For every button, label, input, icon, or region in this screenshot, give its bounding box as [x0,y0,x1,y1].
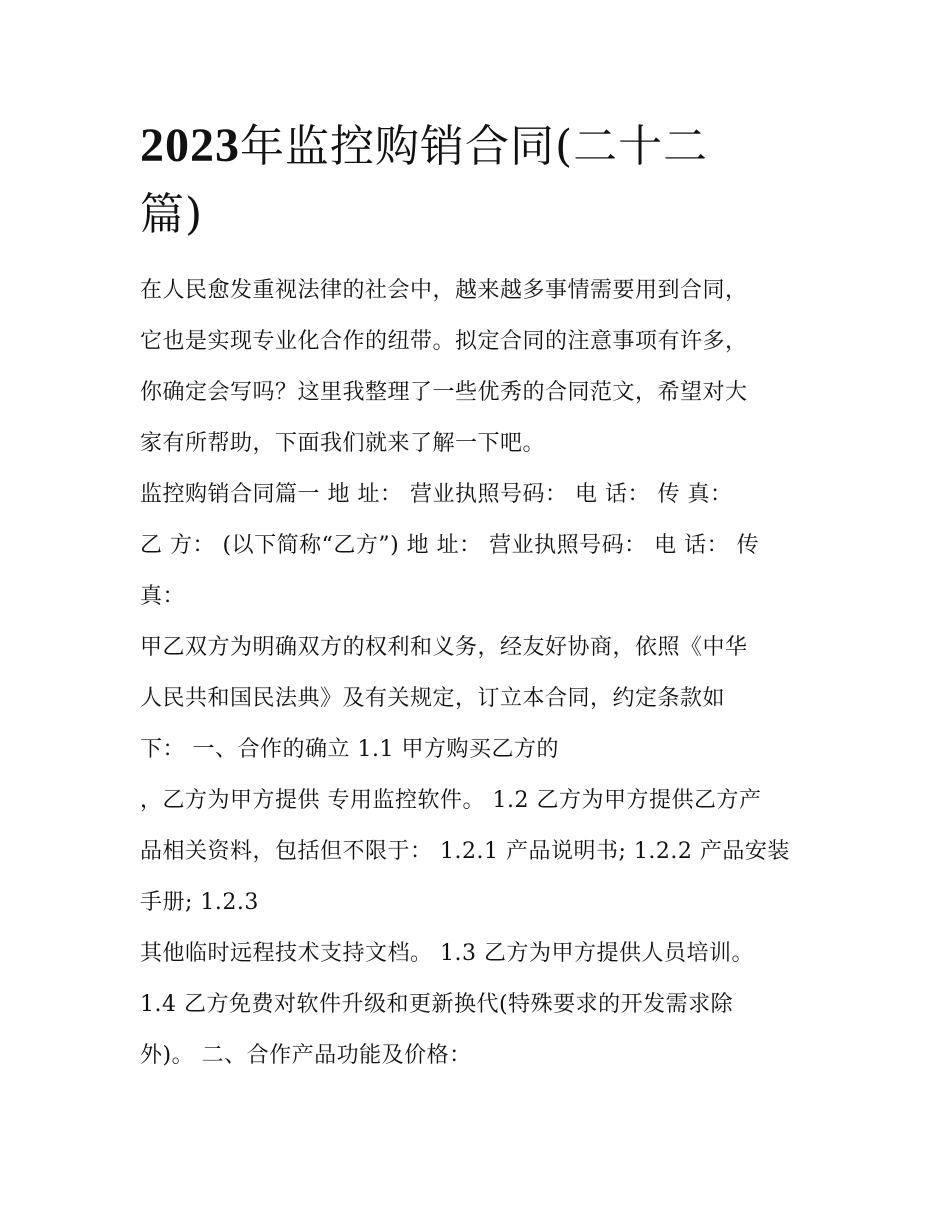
text-line: 在人民愈发重视法律的社会中，越来越多事情需要用到合同， [140,278,748,303]
clause-paragraph [140,775,815,928]
text-line: 1.4 乙方免费对软件升级和更新换代(特殊要求的开发需求除 [140,992,734,1017]
text-line: 真： [140,584,186,609]
text-line: 家有所帮助，下面我们就来了解一下吧。 [140,431,546,456]
intro-paragraph [140,265,815,469]
text-line: 下： 一、合作的确立 1.1 甲方购买乙方的 [140,737,559,762]
text-line: 它也是实现专业化合作的纽带。拟定合同的注意事项有许多， [140,329,748,354]
text-line: 品相关资料，包括但不限于： 1.2.1 产品说明书; 1.2.2 产品安装 [140,839,790,864]
text-line: 乙 方： (以下简称“乙方”) 地 址： 营业执照号码： 电 话： 传 [140,533,760,558]
text-line: 手册; 1.2.3 [140,890,259,915]
text-line: 人民共和国民法典》及有关规定，订立本合同，约定条款如 [140,686,726,711]
title-text-line2: 篇) [140,189,204,240]
agreement-paragraph [140,622,815,775]
text-line: 监控购销合同篇一 地 址： 营业执照号码： 电 话： 传 真： [140,482,733,507]
title-text-line1: 年监控购销合同(二十二 [240,121,709,172]
party-info-paragraph [140,469,815,622]
text-line: ，乙方为甲方提供 专用监控软件。 1.2 乙方为甲方提供乙方产 [140,788,762,813]
document-title [140,112,815,249]
text-line: 其他临时远程技术支持文档。 1.3 乙方为甲方提供人员培训。 [140,941,754,966]
text-line: 外)。 二、合作产品功能及价格： [140,1043,472,1068]
clause-paragraph [140,928,815,1081]
text-line: 你确定会写吗？这里我整理了一些优秀的合同范文，希望对大 [140,380,748,405]
text-line: 甲乙双方为明确双方的权利和义务，经友好协商，依照《中华 [140,635,748,660]
document-body [140,112,815,1081]
title-year: 2023 [140,119,240,172]
